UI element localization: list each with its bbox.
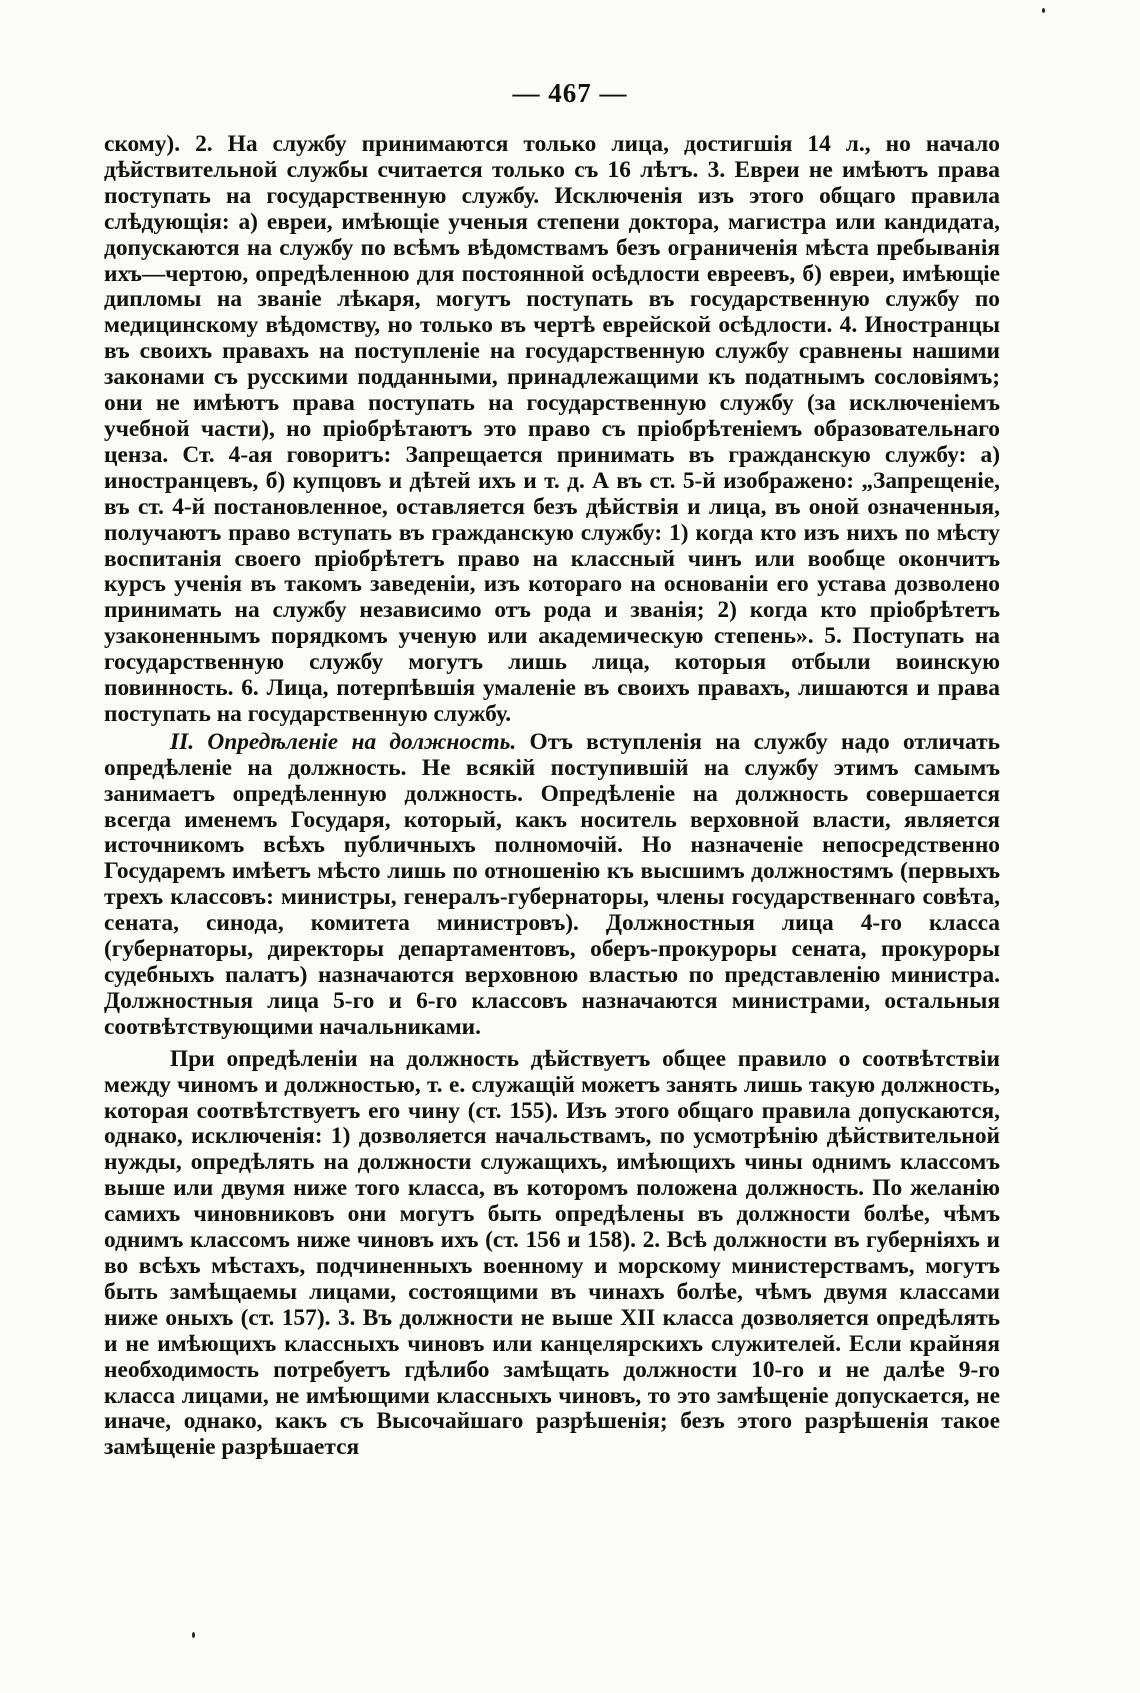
paragraph-3: При опредѣленiи на должность дѣйствуетъ общее правило о соотвѣтствiи между чиномъ и должностью, т. е. служащiй можетъ занять лишь такую должность, которая соотвѣтствуетъ его чину (ст. 155). Изъ этого общаго правила допускаются, однако, исключенiя: 1) дозволяется начальствамъ, по усмотрѣнiю дѣйствительной нужды, опредѣлять на должности служащихъ, имѣющихъ чины однимъ классомъ выше или двумя ниже того класса, въ которомъ положена должность. По желанiю самихъ чиновниковъ они могутъ быть опредѣлены въ должности болѣе, чѣмъ однимъ классомъ ниже чиновъ ихъ (ст. 156 и 158). 2. Всѣ должности въ губернiяхъ и во всѣхъ мѣстахъ, подчиненныхъ военному и морскому министерствамъ, могутъ быть замѣщаемы лицами, состоящими въ чинахъ болѣе, чѣмъ двумя классами ниже оныхъ (ст. 157). 3. Въ должности не выше XII класса дозволяется опредѣлять и не имѣющихъ классныхъ чиновъ или канцелярскихъ служителей. Если крайняя необходимость потребуетъ гдѣлибо замѣщать должности 10-го и не далѣе 9-го класса лицами, не имѣющими классныхъ чиновъ, то это замѣщенiе допускается, не иначе, однако, какъ съ Высочайшаго разрѣшенiя; безъ этого разрѣшенiя такое замѣщенiе разрѣшается [104, 1045, 1000, 1461]
body-text [104, 132, 1000, 1461]
page-number: — 467 — [512, 78, 628, 108]
scan-speck [1042, 8, 1045, 13]
paragraph-2 [104, 730, 1000, 1041]
paragraph-1: скому). 2. На службу принимаются только лица, достигшiя 14 л., но начало дѣйствительной службы считается только съ 16 лѣтъ. 3. Евреи не имѣютъ права поступать на государственную службу. Исключенiя изъ этого общаго правила слѣдующiя: а) евреи, имѣющiе ученыя степени доктора, магистра или кандидата, допускаются на службу по всѣмъ вѣдомствамъ безъ ограниченiя мѣста пребыванiя ихъ—чертою, опредѣленною для постоянной осѣдлости евреевъ, б) евреи, имѣющiе дипломы на званiе лѣкаря, могутъ поступать въ государственную службу по медицинскому вѣдомству, но только въ чертѣ еврейской осѣдлости. 4. Иностранцы въ своихъ правахъ на поступленiе на государственную службу сравнены нашими законами съ русскими подданными, принадлежащими къ податнымъ сословiямъ; они не имѣютъ права поступать на государственную службу (за исключенiемъ учебной части), но прiобрѣтаютъ это право съ прiобрѣтенiемъ образовательнаго ценза. Ст. 4-ая говоритъ: Запрещается принимать въ гражданскую службу: а) иностранцевъ, б) купцовъ и дѣтей ихъ и т. д. А въ ст. 5-й изображено: „Запрещенiе, въ ст. 4-й постановленное, оставляется безъ дѣйствiя и лица, въ оной означенныя, получаютъ право вступать въ гражданскую службу: 1) когда кто изъ нихъ по мѣсту воспитанiя своего прiобрѣтетъ право на классный чинъ или вообще окончитъ курсъ ученiя въ такомъ заведенiи, изъ котораго на основанiи его устава дозволено принимать на службу независимо отъ рода и званiя; 2) когда кто прiобрѣтетъ узаконеннымъ порядкомъ ученую или академическую степень». 5. Поступать на государственную службу могутъ лишь лица, которыя отбыли воинскую повинность. 6. Лица, потерпѣвшiя умаленiе въ своихъ правахъ, лишаются и права поступать на государственную службу. [104, 131, 1000, 727]
section-heading: II. Опредѣленiе на должность. [170, 728, 517, 755]
scan-speck [192, 1632, 195, 1638]
paragraph-2-body: Отъ вступленiя на службу надо отличать опредѣленiе на должность. Не всякiй поступившiй на службу этимъ самымъ занимаетъ опредѣленную должность. Опредѣленiе на должность совершается всегда именемъ Государя, который, какъ носитель верховной власти, является источникомъ всѣхъ публичныхъ полномочiй. Но назначенiе непосредственно Государемъ имѣетъ мѣсто лишь по отношенiю къ высшимъ должностямъ (первыхъ трехъ классовъ: министры, генералъ-губернаторы, члены государственнаго совѣта, сената, синода, комитета министровъ). Должностныя лица 4-го класса (губернаторы, директоры департаментовъ, оберъ-прокуроры сената, прокуроры судебныхъ палатъ) назначаются верховною властью по представленiю министра. Должностныя лица 5-го и 6-го классовъ назначаются министрами, остальныя соотвѣтствующими начальниками. [104, 728, 1000, 1040]
